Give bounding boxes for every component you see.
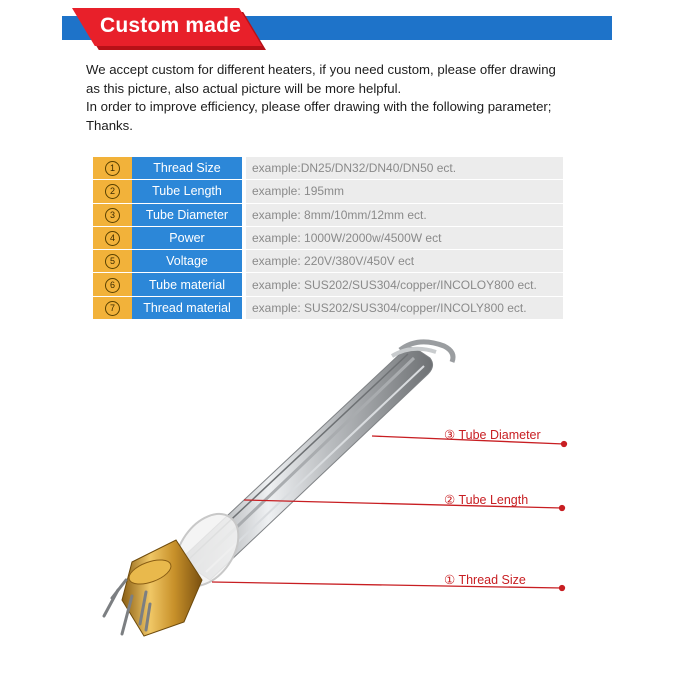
table-row [93, 157, 563, 180]
callout-tube-length: ② Tube Length [444, 493, 529, 507]
callout-thread-size: ① Thread Size [444, 573, 526, 587]
page-title: Custom made [100, 14, 242, 37]
param-value: example: 195mm [246, 180, 563, 203]
callout-tube-diameter: ③ Tube Diameter [444, 428, 541, 442]
table-row [93, 250, 563, 273]
param-value: example:DN25/DN32/DN40/DN50 ect. [246, 157, 563, 180]
row-number: 7 [93, 296, 132, 319]
table-row [93, 180, 563, 203]
param-name: Voltage [132, 250, 242, 273]
row-number: 6 [93, 273, 132, 296]
intro-line: Thanks. [86, 117, 133, 133]
table-row [93, 203, 563, 226]
row-number: 1 [93, 157, 132, 180]
param-value: example: 1000W/2000w/4500W ect [246, 226, 563, 249]
param-value: example: 8mm/10mm/12mm ect. [246, 203, 563, 226]
param-name: Tube Diameter [132, 203, 242, 226]
intro-line: We accept custom for different heaters, if you need custom, please offer drawing [86, 62, 556, 77]
param-value: example: SUS202/SUS304/copper/INCOLOY800 ect. [246, 273, 563, 296]
table-row [93, 273, 563, 296]
parameter-table [93, 157, 563, 320]
table-row [93, 296, 563, 319]
param-name: Thread Size [132, 157, 242, 180]
param-value: example: 220V/380V/450V ect [246, 250, 563, 273]
intro-text [86, 61, 606, 135]
param-name: Tube Length [132, 180, 242, 203]
param-name: Power [132, 226, 242, 249]
heater-illustration [0, 330, 676, 676]
row-number: 5 [93, 250, 132, 273]
row-number: 4 [93, 226, 132, 249]
param-name: Tube material [132, 273, 242, 296]
table-row [93, 226, 563, 249]
param-value: example: SUS202/SUS304/copper/INCOLY800 ect. [246, 296, 563, 319]
row-number: 2 [93, 180, 132, 203]
row-number: 3 [93, 203, 132, 226]
param-name: Thread material [132, 296, 242, 319]
intro-line: In order to improve efficiency, please offer drawing with the following parameter; [86, 99, 552, 114]
intro-line: as this picture, also actual picture will be more helpful. [86, 80, 402, 96]
